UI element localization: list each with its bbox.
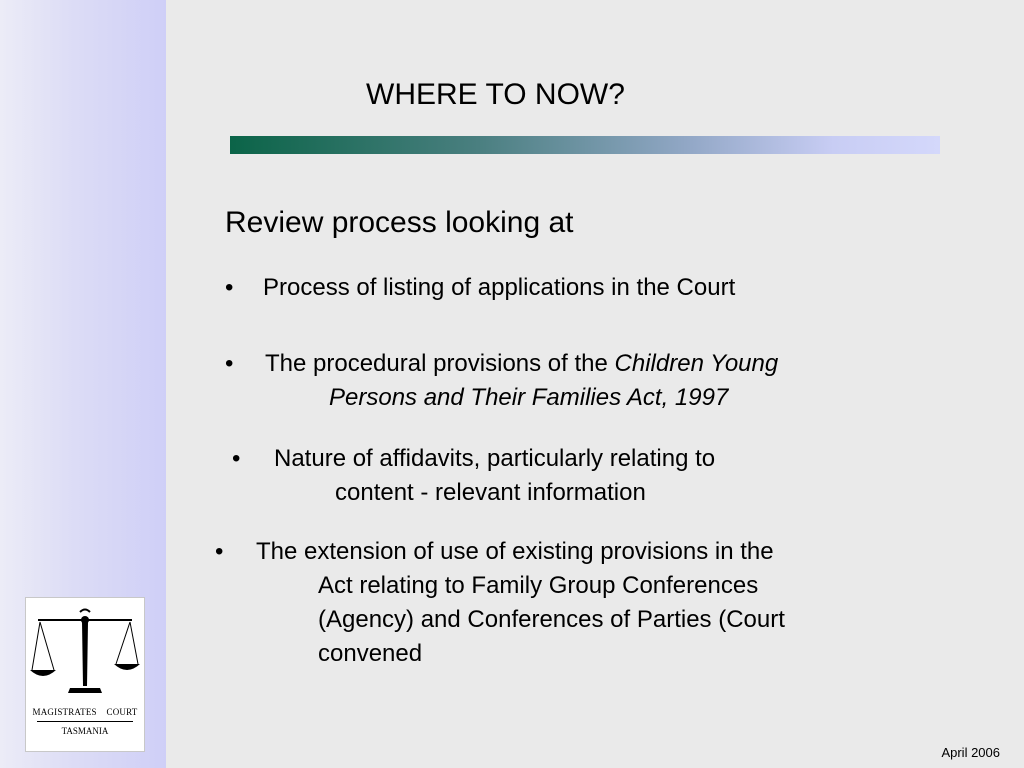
bullet-text-cont: Act relating to Family Group Conferences <box>318 572 759 599</box>
logo-state-name: TASMANIA <box>61 726 109 736</box>
bullet-text-cont: convened <box>318 640 423 667</box>
magistrates-court-logo <box>25 597 145 752</box>
bullet-item-1 <box>225 271 735 305</box>
bullet-dot: • <box>225 350 234 377</box>
intro-heading: Review process looking at <box>225 206 574 239</box>
title-gradient-bar <box>230 136 940 154</box>
slide-title: WHERE TO NOW? <box>366 78 625 111</box>
scales-of-justice-icon <box>26 598 144 703</box>
logo-court-name: MAGISTRATES COURT <box>32 707 138 717</box>
bullet-text: The procedural provisions of the <box>265 350 615 377</box>
act-name-italic-cont: Persons and Their Families Act, 1997 <box>329 384 729 411</box>
bullet-text-cont: (Agency) and Conferences of Parties (Court <box>318 606 785 633</box>
act-name-italic: Children Young <box>614 350 779 377</box>
bullet-dot: • <box>232 445 241 472</box>
footer-date: April 2006 <box>941 745 1000 760</box>
bullet-text: The extension of use of existing provisions in the <box>256 538 774 565</box>
logo-divider <box>37 721 133 722</box>
bullet-dot: • <box>215 538 224 565</box>
bullet-text-cont: content - relevant information <box>335 479 646 506</box>
bullet-dot: • <box>225 274 234 301</box>
bullet-text: Nature of affidavits, particularly relating to <box>274 445 716 472</box>
bullet-item-3 <box>232 442 715 510</box>
bullet-text: Process of listing of applications in the Court <box>263 274 736 301</box>
bullet-item-2 <box>225 347 778 415</box>
bullet-item-4 <box>215 535 785 671</box>
